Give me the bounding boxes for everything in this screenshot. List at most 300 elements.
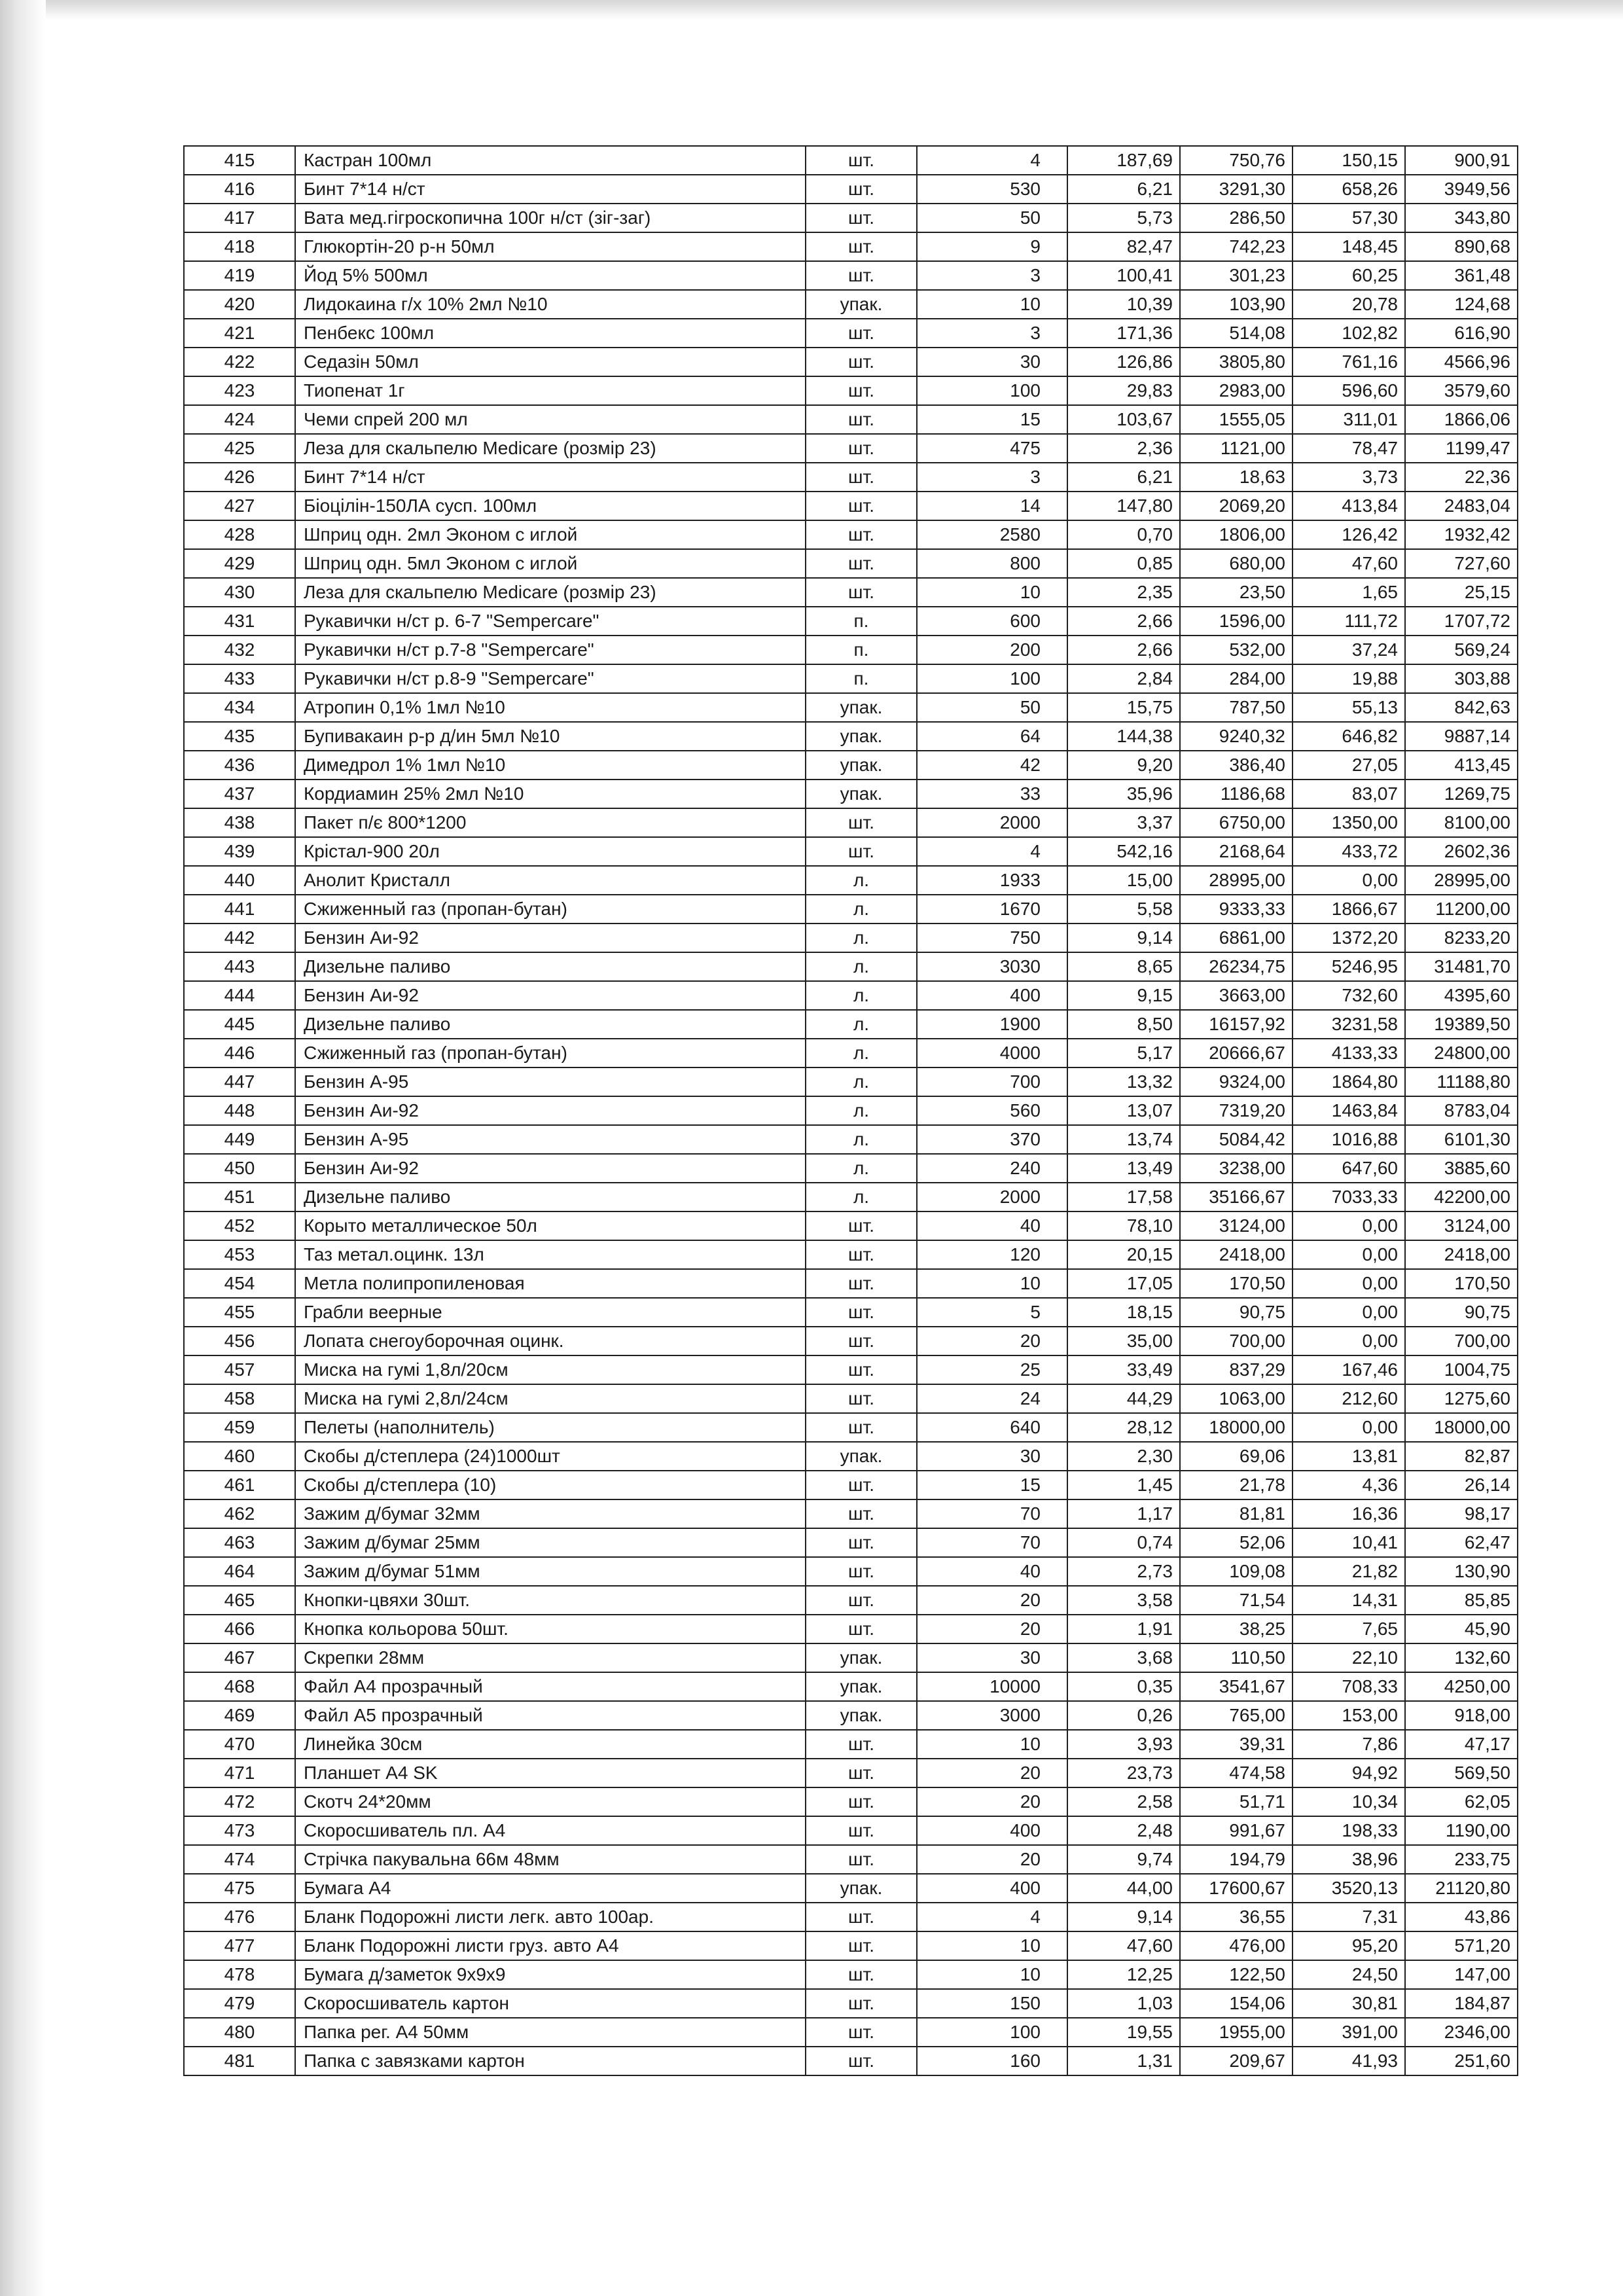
cell-unit: шт. xyxy=(806,1759,917,1787)
cell-quantity: 640 xyxy=(917,1413,1067,1442)
table-row xyxy=(184,1327,1518,1355)
table-row xyxy=(184,1413,1518,1442)
table-row xyxy=(184,693,1518,722)
cell-amount-total: 3579,60 xyxy=(1405,376,1518,405)
cell-quantity: 3 xyxy=(917,261,1067,290)
cell-row-number: 449 xyxy=(184,1125,295,1154)
cell-row-number: 437 xyxy=(184,780,295,808)
cell-item-name: Скоросшиватель картон xyxy=(295,1989,806,2018)
cell-item-name: Бланк Подорожні листи груз. авто А4 xyxy=(295,1931,806,1960)
cell-unit-price: 2,58 xyxy=(1067,1787,1180,1816)
table-row xyxy=(184,261,1518,290)
cell-item-name: Сжиженный газ (пропан-бутан) xyxy=(295,1039,806,1067)
cell-quantity: 750 xyxy=(917,924,1067,952)
table-row xyxy=(184,1442,1518,1471)
table-row xyxy=(184,1211,1518,1240)
cell-item-name: Линейка 30см xyxy=(295,1730,806,1759)
cell-amount-total: 18000,00 xyxy=(1405,1413,1518,1442)
table-row xyxy=(184,1096,1518,1125)
table-row xyxy=(184,578,1518,607)
cell-vat-amount: 13,81 xyxy=(1293,1442,1405,1471)
cell-row-number: 466 xyxy=(184,1615,295,1643)
cell-unit: шт. xyxy=(806,204,917,232)
cell-vat-amount: 1866,67 xyxy=(1293,895,1405,924)
cell-unit-price: 12,25 xyxy=(1067,1960,1180,1989)
cell-item-name: Пелеты (наполнитель) xyxy=(295,1413,806,1442)
cell-item-name: Бензин Аи-92 xyxy=(295,981,806,1010)
cell-vat-amount: 0,00 xyxy=(1293,1211,1405,1240)
cell-quantity: 530 xyxy=(917,175,1067,204)
cell-amount-net: 1955,00 xyxy=(1180,2018,1293,2047)
cell-item-name: Бензин Аи-92 xyxy=(295,1154,806,1183)
cell-unit-price: 5,73 xyxy=(1067,204,1180,232)
cell-vat-amount: 30,81 xyxy=(1293,1989,1405,2018)
cell-unit: шт. xyxy=(806,348,917,376)
cell-amount-total: 1275,60 xyxy=(1405,1384,1518,1413)
cell-unit-price: 1,03 xyxy=(1067,1989,1180,2018)
cell-amount-total: 170,50 xyxy=(1405,1269,1518,1298)
cell-quantity: 3030 xyxy=(917,952,1067,981)
cell-row-number: 441 xyxy=(184,895,295,924)
cell-quantity: 4000 xyxy=(917,1039,1067,1067)
cell-quantity: 20 xyxy=(917,1787,1067,1816)
cell-unit-price: 35,96 xyxy=(1067,780,1180,808)
cell-unit: п. xyxy=(806,636,917,664)
cell-item-name: Скоросшиватель пл. А4 xyxy=(295,1816,806,1845)
cell-amount-net: 36,55 xyxy=(1180,1903,1293,1931)
table-row xyxy=(184,175,1518,204)
cell-unit-price: 1,45 xyxy=(1067,1471,1180,1499)
cell-unit-price: 3,93 xyxy=(1067,1730,1180,1759)
cell-quantity: 40 xyxy=(917,1211,1067,1240)
cell-vat-amount: 126,42 xyxy=(1293,520,1405,549)
cell-amount-net: 6750,00 xyxy=(1180,808,1293,837)
cell-quantity: 10 xyxy=(917,1730,1067,1759)
table-row xyxy=(184,1010,1518,1039)
cell-row-number: 443 xyxy=(184,952,295,981)
cell-amount-total: 130,90 xyxy=(1405,1557,1518,1586)
cell-item-name: Атропин 0,1% 1мл №10 xyxy=(295,693,806,722)
cell-amount-net: 9240,32 xyxy=(1180,722,1293,751)
cell-amount-total: 1269,75 xyxy=(1405,780,1518,808)
cell-unit: шт. xyxy=(806,175,917,204)
cell-amount-net: 81,81 xyxy=(1180,1499,1293,1528)
cell-amount-total: 42200,00 xyxy=(1405,1183,1518,1211)
cell-quantity: 4 xyxy=(917,1903,1067,1931)
cell-item-name: Вата мед.гігроскопична 100г н/ст (зіг-заг) xyxy=(295,204,806,232)
table-row xyxy=(184,1845,1518,1874)
cell-amount-total: 26,14 xyxy=(1405,1471,1518,1499)
cell-item-name: Грабли веерные xyxy=(295,1298,806,1327)
cell-unit-price: 187,69 xyxy=(1067,146,1180,175)
cell-amount-net: 680,00 xyxy=(1180,549,1293,578)
cell-item-name: Зажим д/бумаг 25мм xyxy=(295,1528,806,1557)
cell-amount-total: 62,47 xyxy=(1405,1528,1518,1557)
cell-vat-amount: 413,84 xyxy=(1293,492,1405,520)
table-row xyxy=(184,376,1518,405)
cell-vat-amount: 212,60 xyxy=(1293,1384,1405,1413)
cell-vat-amount: 3231,58 xyxy=(1293,1010,1405,1039)
table-row xyxy=(184,405,1518,434)
table-row xyxy=(184,1989,1518,2018)
table-row xyxy=(184,1759,1518,1787)
cell-amount-net: 286,50 xyxy=(1180,204,1293,232)
cell-amount-net: 18,63 xyxy=(1180,463,1293,492)
cell-amount-net: 2069,20 xyxy=(1180,492,1293,520)
cell-vat-amount: 0,00 xyxy=(1293,1269,1405,1298)
cell-vat-amount: 7,65 xyxy=(1293,1615,1405,1643)
cell-quantity: 240 xyxy=(917,1154,1067,1183)
cell-vat-amount: 37,24 xyxy=(1293,636,1405,664)
cell-item-name: Таз метал.оцинк. 13л xyxy=(295,1240,806,1269)
cell-unit: шт. xyxy=(806,1845,917,1874)
cell-row-number: 480 xyxy=(184,2018,295,2047)
cell-item-name: Лидокаина г/х 10% 2мл №10 xyxy=(295,290,806,319)
cell-amount-net: 3124,00 xyxy=(1180,1211,1293,1240)
cell-unit-price: 13,07 xyxy=(1067,1096,1180,1125)
cell-row-number: 425 xyxy=(184,434,295,463)
cell-row-number: 438 xyxy=(184,808,295,837)
cell-vat-amount: 10,34 xyxy=(1293,1787,1405,1816)
cell-row-number: 442 xyxy=(184,924,295,952)
cell-item-name: Зажим д/бумаг 51мм xyxy=(295,1557,806,1586)
cell-unit-price: 15,00 xyxy=(1067,866,1180,895)
cell-item-name: Бумага д/заметок 9х9х9 xyxy=(295,1960,806,1989)
cell-unit-price: 13,32 xyxy=(1067,1067,1180,1096)
cell-amount-total: 11200,00 xyxy=(1405,895,1518,924)
cell-amount-net: 20666,67 xyxy=(1180,1039,1293,1067)
cell-unit: упак. xyxy=(806,1874,917,1903)
cell-vat-amount: 153,00 xyxy=(1293,1701,1405,1730)
cell-unit-price: 542,16 xyxy=(1067,837,1180,866)
cell-item-name: Файл А4 прозрачный xyxy=(295,1672,806,1701)
cell-unit-price: 2,36 xyxy=(1067,434,1180,463)
cell-unit: упак. xyxy=(806,290,917,319)
cell-vat-amount: 20,78 xyxy=(1293,290,1405,319)
cell-unit: л. xyxy=(806,952,917,981)
cell-quantity: 20 xyxy=(917,1586,1067,1615)
cell-row-number: 459 xyxy=(184,1413,295,1442)
cell-item-name: Чеми спрей 200 мл xyxy=(295,405,806,434)
scan-left-shadow xyxy=(0,0,46,2296)
table-row xyxy=(184,463,1518,492)
cell-vat-amount: 60,25 xyxy=(1293,261,1405,290)
cell-unit-price: 6,21 xyxy=(1067,463,1180,492)
cell-amount-net: 209,67 xyxy=(1180,2047,1293,2075)
cell-vat-amount: 1350,00 xyxy=(1293,808,1405,837)
cell-item-name: Миска на гумі 1,8л/20см xyxy=(295,1355,806,1384)
cell-row-number: 424 xyxy=(184,405,295,434)
cell-unit-price: 9,14 xyxy=(1067,1903,1180,1931)
cell-item-name: Скрепки 28мм xyxy=(295,1643,806,1672)
cell-item-name: Бензин Аи-92 xyxy=(295,924,806,952)
cell-row-number: 445 xyxy=(184,1010,295,1039)
cell-unit-price: 0,74 xyxy=(1067,1528,1180,1557)
cell-item-name: Скобы д/степлера (10) xyxy=(295,1471,806,1499)
cell-quantity: 15 xyxy=(917,1471,1067,1499)
cell-item-name: Кнопки-цвяхи 30шт. xyxy=(295,1586,806,1615)
cell-amount-net: 194,79 xyxy=(1180,1845,1293,1874)
invoice-table-wrapper xyxy=(183,145,1518,2076)
cell-unit: упак. xyxy=(806,693,917,722)
table-row xyxy=(184,1615,1518,1643)
cell-unit-price: 10,39 xyxy=(1067,290,1180,319)
cell-unit-price: 44,00 xyxy=(1067,1874,1180,1903)
cell-unit-price: 8,65 xyxy=(1067,952,1180,981)
cell-row-number: 458 xyxy=(184,1384,295,1413)
cell-unit: упак. xyxy=(806,1643,917,1672)
cell-unit: шт. xyxy=(806,1240,917,1269)
cell-unit: шт. xyxy=(806,1413,917,1442)
cell-row-number: 465 xyxy=(184,1586,295,1615)
cell-quantity: 10000 xyxy=(917,1672,1067,1701)
cell-unit-price: 15,75 xyxy=(1067,693,1180,722)
cell-amount-net: 3805,80 xyxy=(1180,348,1293,376)
cell-vat-amount: 0,00 xyxy=(1293,1327,1405,1355)
cell-unit: л. xyxy=(806,1067,917,1096)
cell-row-number: 417 xyxy=(184,204,295,232)
cell-quantity: 50 xyxy=(917,204,1067,232)
cell-quantity: 120 xyxy=(917,1240,1067,1269)
cell-unit-price: 5,58 xyxy=(1067,895,1180,924)
cell-amount-net: 39,31 xyxy=(1180,1730,1293,1759)
table-row xyxy=(184,751,1518,780)
cell-amount-net: 122,50 xyxy=(1180,1960,1293,1989)
cell-row-number: 418 xyxy=(184,232,295,261)
cell-row-number: 481 xyxy=(184,2047,295,2075)
cell-quantity: 42 xyxy=(917,751,1067,780)
cell-vat-amount: 111,72 xyxy=(1293,607,1405,636)
table-row xyxy=(184,808,1518,837)
cell-vat-amount: 3,73 xyxy=(1293,463,1405,492)
cell-amount-total: 124,68 xyxy=(1405,290,1518,319)
cell-amount-total: 571,20 xyxy=(1405,1931,1518,1960)
cell-quantity: 33 xyxy=(917,780,1067,808)
cell-row-number: 422 xyxy=(184,348,295,376)
cell-amount-total: 21120,80 xyxy=(1405,1874,1518,1903)
cell-amount-total: 1707,72 xyxy=(1405,607,1518,636)
cell-row-number: 471 xyxy=(184,1759,295,1787)
table-row xyxy=(184,1355,1518,1384)
cell-item-name: Крістал-900 20л xyxy=(295,837,806,866)
cell-amount-net: 35166,67 xyxy=(1180,1183,1293,1211)
cell-quantity: 1670 xyxy=(917,895,1067,924)
cell-quantity: 10 xyxy=(917,290,1067,319)
cell-quantity: 100 xyxy=(917,376,1067,405)
cell-item-name: Лопата снегоуборочная оцинк. xyxy=(295,1327,806,1355)
cell-row-number: 436 xyxy=(184,751,295,780)
cell-item-name: Бензин А-95 xyxy=(295,1067,806,1096)
cell-amount-net: 742,23 xyxy=(1180,232,1293,261)
cell-vat-amount: 761,16 xyxy=(1293,348,1405,376)
cell-row-number: 467 xyxy=(184,1643,295,1672)
cell-amount-total: 85,85 xyxy=(1405,1586,1518,1615)
cell-vat-amount: 433,72 xyxy=(1293,837,1405,866)
cell-item-name: Тиопенат 1г xyxy=(295,376,806,405)
table-row xyxy=(184,1499,1518,1528)
cell-amount-total: 19389,50 xyxy=(1405,1010,1518,1039)
cell-vat-amount: 1864,80 xyxy=(1293,1067,1405,1096)
cell-vat-amount: 27,05 xyxy=(1293,751,1405,780)
cell-unit: шт. xyxy=(806,1730,917,1759)
cell-quantity: 3 xyxy=(917,319,1067,348)
cell-item-name: Папка рег. А4 50мм xyxy=(295,2018,806,2047)
table-row xyxy=(184,837,1518,866)
cell-amount-total: 251,60 xyxy=(1405,2047,1518,2075)
cell-amount-total: 24800,00 xyxy=(1405,1039,1518,1067)
cell-vat-amount: 5246,95 xyxy=(1293,952,1405,981)
cell-row-number: 439 xyxy=(184,837,295,866)
cell-item-name: Зажим д/бумаг 32мм xyxy=(295,1499,806,1528)
cell-amount-net: 301,23 xyxy=(1180,261,1293,290)
invoice-table-body xyxy=(184,146,1518,2075)
cell-vat-amount: 0,00 xyxy=(1293,866,1405,895)
cell-amount-total: 8783,04 xyxy=(1405,1096,1518,1125)
invoice-table xyxy=(183,145,1518,2076)
cell-unit: шт. xyxy=(806,1384,917,1413)
cell-unit: л. xyxy=(806,1154,917,1183)
cell-item-name: Анолит Кристалл xyxy=(295,866,806,895)
cell-item-name: Стрічка пакувальна 66м 48мм xyxy=(295,1845,806,1874)
cell-vat-amount: 1,65 xyxy=(1293,578,1405,607)
cell-unit: шт. xyxy=(806,1586,917,1615)
cell-amount-net: 1596,00 xyxy=(1180,607,1293,636)
cell-amount-net: 1121,00 xyxy=(1180,434,1293,463)
cell-row-number: 452 xyxy=(184,1211,295,1240)
cell-unit: упак. xyxy=(806,1701,917,1730)
cell-quantity: 10 xyxy=(917,578,1067,607)
cell-row-number: 472 xyxy=(184,1787,295,1816)
cell-vat-amount: 57,30 xyxy=(1293,204,1405,232)
cell-item-name: Рукавички н/ст р.8-9 "Sempercare" xyxy=(295,664,806,693)
cell-unit: шт. xyxy=(806,2047,917,2075)
table-row xyxy=(184,1471,1518,1499)
cell-unit: шт. xyxy=(806,1355,917,1384)
cell-row-number: 470 xyxy=(184,1730,295,1759)
cell-unit-price: 23,73 xyxy=(1067,1759,1180,1787)
cell-vat-amount: 83,07 xyxy=(1293,780,1405,808)
cell-quantity: 15 xyxy=(917,405,1067,434)
table-row xyxy=(184,1240,1518,1269)
cell-row-number: 468 xyxy=(184,1672,295,1701)
cell-amount-total: 2483,04 xyxy=(1405,492,1518,520)
cell-quantity: 50 xyxy=(917,693,1067,722)
table-row xyxy=(184,319,1518,348)
cell-item-name: Бензин А-95 xyxy=(295,1125,806,1154)
cell-unit: шт. xyxy=(806,1298,917,1327)
table-row xyxy=(184,1269,1518,1298)
cell-amount-total: 82,87 xyxy=(1405,1442,1518,1471)
cell-quantity: 5 xyxy=(917,1298,1067,1327)
cell-amount-net: 52,06 xyxy=(1180,1528,1293,1557)
cell-unit: шт. xyxy=(806,1960,917,1989)
cell-quantity: 400 xyxy=(917,981,1067,1010)
table-row xyxy=(184,146,1518,175)
cell-unit: л. xyxy=(806,1096,917,1125)
cell-row-number: 478 xyxy=(184,1960,295,1989)
cell-unit-price: 20,15 xyxy=(1067,1240,1180,1269)
table-row xyxy=(184,1528,1518,1557)
cell-unit: упак. xyxy=(806,722,917,751)
cell-unit: шт. xyxy=(806,1557,917,1586)
table-row xyxy=(184,895,1518,924)
cell-amount-net: 38,25 xyxy=(1180,1615,1293,1643)
cell-unit-price: 2,48 xyxy=(1067,1816,1180,1845)
cell-amount-net: 18000,00 xyxy=(1180,1413,1293,1442)
table-row xyxy=(184,1384,1518,1413)
cell-quantity: 24 xyxy=(917,1384,1067,1413)
table-row xyxy=(184,1931,1518,1960)
table-row xyxy=(184,1816,1518,1845)
cell-amount-total: 890,68 xyxy=(1405,232,1518,261)
cell-vat-amount: 0,00 xyxy=(1293,1240,1405,1269)
table-row xyxy=(184,952,1518,981)
cell-vat-amount: 150,15 xyxy=(1293,146,1405,175)
cell-quantity: 200 xyxy=(917,636,1067,664)
table-row xyxy=(184,1154,1518,1183)
cell-quantity: 100 xyxy=(917,664,1067,693)
cell-amount-total: 569,24 xyxy=(1405,636,1518,664)
cell-amount-net: 765,00 xyxy=(1180,1701,1293,1730)
cell-item-name: Дизельне паливо xyxy=(295,952,806,981)
cell-vat-amount: 646,82 xyxy=(1293,722,1405,751)
cell-vat-amount: 4,36 xyxy=(1293,1471,1405,1499)
cell-unit-price: 6,21 xyxy=(1067,175,1180,204)
cell-amount-total: 6101,30 xyxy=(1405,1125,1518,1154)
cell-vat-amount: 596,60 xyxy=(1293,376,1405,405)
cell-amount-total: 1866,06 xyxy=(1405,405,1518,434)
cell-amount-total: 8233,20 xyxy=(1405,924,1518,952)
cell-unit: п. xyxy=(806,664,917,693)
cell-unit-price: 17,58 xyxy=(1067,1183,1180,1211)
table-row xyxy=(184,204,1518,232)
cell-item-name: Седазін 50мл xyxy=(295,348,806,376)
cell-amount-net: 71,54 xyxy=(1180,1586,1293,1615)
cell-amount-net: 514,08 xyxy=(1180,319,1293,348)
cell-quantity: 25 xyxy=(917,1355,1067,1384)
table-row xyxy=(184,1730,1518,1759)
cell-quantity: 4 xyxy=(917,146,1067,175)
table-row xyxy=(184,1298,1518,1327)
cell-item-name: Бумага А4 xyxy=(295,1874,806,1903)
cell-quantity: 370 xyxy=(917,1125,1067,1154)
cell-amount-total: 132,60 xyxy=(1405,1643,1518,1672)
table-row xyxy=(184,780,1518,808)
cell-item-name: Метла полипропиленовая xyxy=(295,1269,806,1298)
cell-unit-price: 29,83 xyxy=(1067,376,1180,405)
cell-unit-price: 33,49 xyxy=(1067,1355,1180,1384)
cell-unit: шт. xyxy=(806,434,917,463)
cell-unit: шт. xyxy=(806,405,917,434)
cell-amount-net: 2168,64 xyxy=(1180,837,1293,866)
cell-quantity: 9 xyxy=(917,232,1067,261)
cell-amount-net: 9324,00 xyxy=(1180,1067,1293,1096)
cell-vat-amount: 16,36 xyxy=(1293,1499,1405,1528)
cell-vat-amount: 22,10 xyxy=(1293,1643,1405,1672)
cell-amount-net: 2983,00 xyxy=(1180,376,1293,405)
cell-item-name: Корыто металлическое 50л xyxy=(295,1211,806,1240)
cell-unit-price: 2,73 xyxy=(1067,1557,1180,1586)
cell-unit-price: 126,86 xyxy=(1067,348,1180,376)
cell-quantity: 20 xyxy=(917,1615,1067,1643)
table-row xyxy=(184,1787,1518,1816)
cell-vat-amount: 7,86 xyxy=(1293,1730,1405,1759)
cell-row-number: 433 xyxy=(184,664,295,693)
table-row xyxy=(184,924,1518,952)
cell-unit: л. xyxy=(806,1039,917,1067)
table-row xyxy=(184,981,1518,1010)
cell-row-number: 461 xyxy=(184,1471,295,1499)
